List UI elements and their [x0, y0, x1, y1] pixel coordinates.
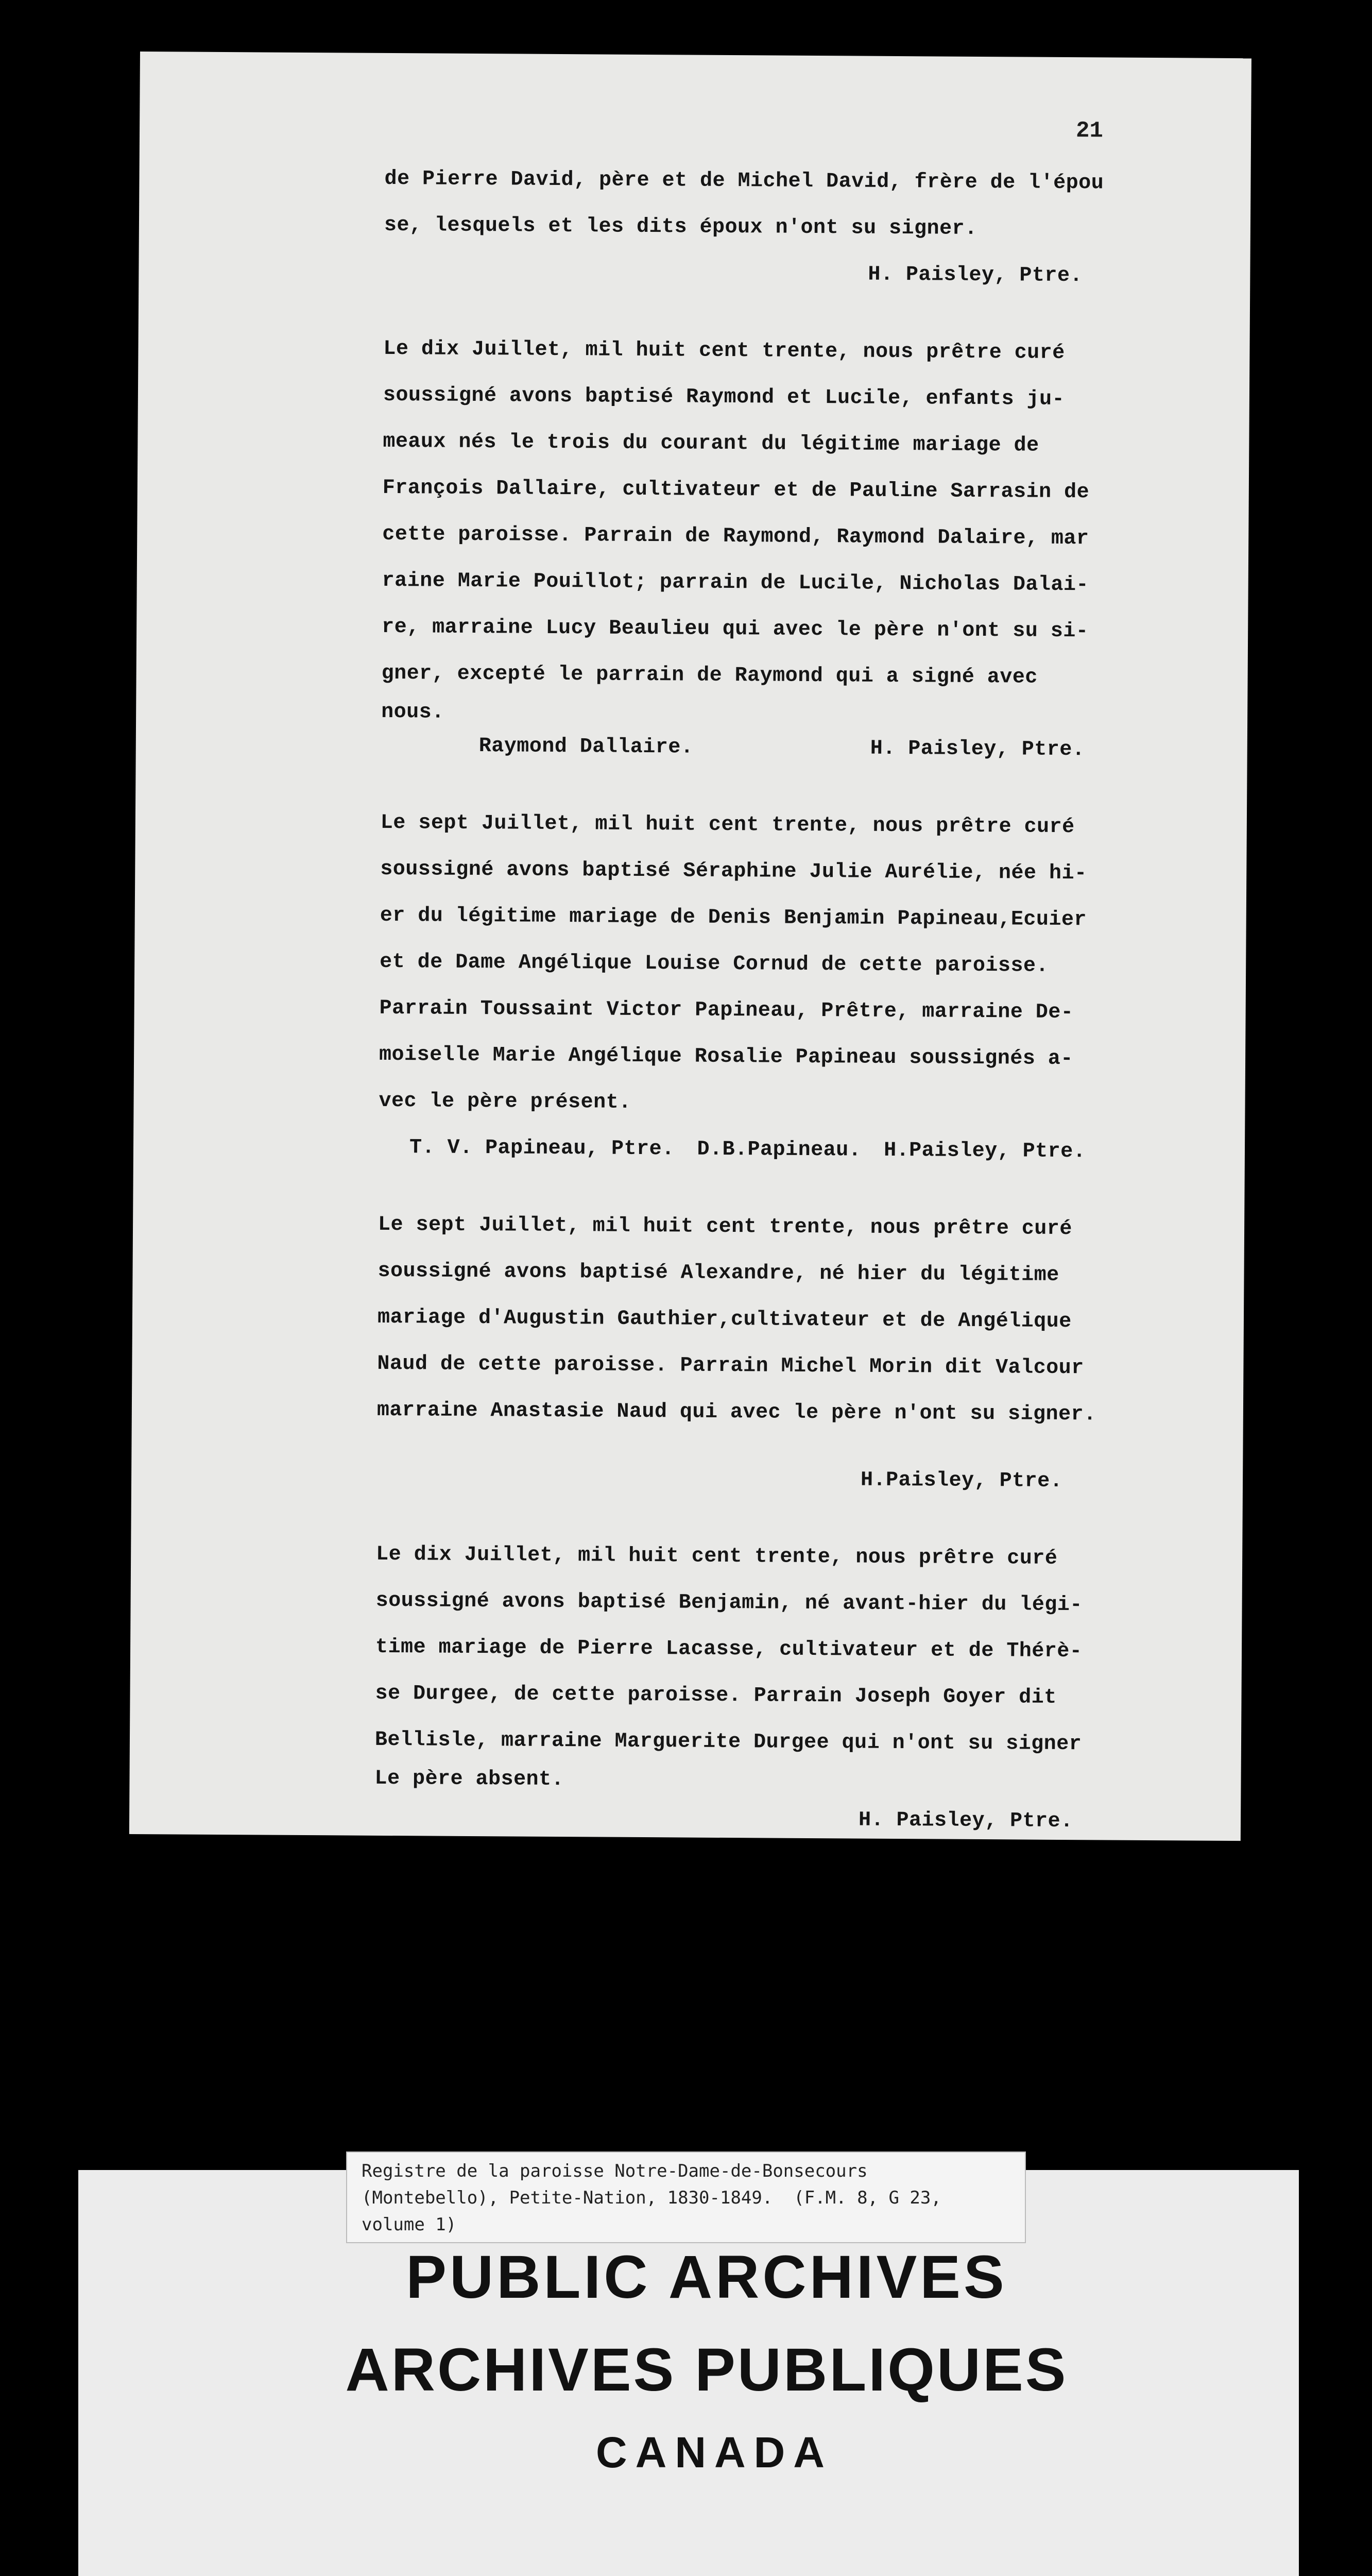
signature: Raymond Dallaire.: [478, 735, 694, 759]
register-page: [129, 52, 1251, 1841]
public-archives-title: PUBLIC ARCHIVES: [406, 2243, 1007, 2311]
signature: H. Paisley, Ptre.: [858, 1808, 1073, 1834]
text-line: de Pierre David, père et de Michel David, frère de l'épou: [384, 167, 1104, 195]
entry-benjamin: [374, 1532, 1195, 1846]
text-line: soussigné avons baptisé Raymond et Lucile, enfants ju-: [383, 383, 1065, 411]
text-line: Naud de cette paroisse. Parrain Michel Morin dit Valcour: [377, 1352, 1084, 1380]
text-line: re, marraine Lucy Beaulieu qui avec le père n'ont su si-: [382, 615, 1089, 643]
text-line: Le sept Juillet, mil huit cent trente, nous prêtre curé: [378, 1213, 1072, 1241]
entry-continuation: [384, 156, 1204, 300]
archives-label-card: [78, 2161, 1299, 2576]
text-line: nous.: [381, 700, 444, 724]
canada-title: CANADA: [596, 2428, 833, 2477]
text-line: se, lesquels et les dits époux n'ont su signer.: [384, 213, 977, 241]
text-line: marraine Anastasie Naud qui avec le père n'ont su signer.: [376, 1398, 1096, 1427]
archives-publiques-title: ARCHIVES PUBLIQUES: [345, 2336, 1068, 2404]
entry-seraphine: [379, 800, 1199, 1176]
page-number: 21: [1075, 118, 1104, 144]
entry-raymond-lucile: [381, 326, 1203, 774]
text-line: vec le père présent.: [379, 1089, 631, 1114]
reference-slip: [346, 2151, 1026, 2243]
slip-line: Registre de la paroisse Notre-Dame-de-Bonsecours: [362, 2161, 868, 2181]
text-line: Bellisle, marraine Marguerite Durgee qui n'ont su signer: [374, 1728, 1082, 1756]
register-text: [374, 156, 1204, 1846]
text-line: mariage d'Augustin Gauthier,cultivateur et de Angélique: [377, 1306, 1072, 1334]
signature: D.B.Papineau.: [697, 1138, 862, 1162]
text-line: Parrain Toussaint Victor Papineau, Prêtre, marraine De-: [379, 996, 1074, 1025]
text-line: Le dix Juillet, mil huit cent trente, nous prêtre curé: [383, 337, 1065, 365]
text-line: er du légitime mariage de Denis Benjamin Papineau,Ecuier: [380, 904, 1087, 932]
text-line: François Dallaire, cultivateur et de Pauline Sarrasin de: [382, 476, 1090, 504]
signature-row: [379, 1125, 1198, 1176]
slip-line: (Montebello), Petite-Nation, 1830-1849. (F.M. 8, G 23,: [362, 2188, 941, 2208]
text-line: cette paroisse. Parrain de Raymond, Raymond Dalaire, mar: [382, 522, 1089, 551]
signature: T. V. Papineau, Ptre.: [409, 1136, 675, 1161]
text-line: time mariage de Pierre Lacasse, cultivateur et de Thérè-: [375, 1635, 1083, 1664]
entry-alexandre: [376, 1202, 1197, 1506]
text-line: meaux nés le trois du courant du légitime mariage de: [383, 430, 1039, 457]
text-line: Le père absent.: [374, 1767, 564, 1792]
signature: H. Paisley, Ptre.: [868, 263, 1083, 288]
text-line: soussigné avons baptisé Benjamin, né avant-hier du légi-: [375, 1589, 1083, 1617]
signature: H.Paisley, Ptre.: [884, 1139, 1086, 1164]
text-line: gner, excepté le parrain de Raymond qui a signé avec: [381, 662, 1038, 689]
text-line: se Durgee, de cette paroisse. Parrain Joseph Goyer dit: [375, 1682, 1057, 1709]
text-line: soussigné avons baptisé Alexandre, né hier du légitime: [378, 1259, 1059, 1287]
text-line: et de Dame Angélique Louise Cornud de cette paroisse.: [380, 950, 1049, 978]
slip-line: volume 1): [362, 2214, 457, 2235]
text-line: moiselle Marie Angélique Rosalie Papineau soussignés a-: [379, 1043, 1073, 1071]
text-line: soussigné avons baptisé Séraphine Julie Aurélie, née hi-: [380, 857, 1087, 886]
text-line: Le sept Juillet, mil huit cent trente, nous prêtre curé: [380, 811, 1075, 839]
signature-row: [381, 723, 1200, 774]
text-line: raine Marie Pouillot; parrain de Lucile, Nicholas Dalai-: [382, 569, 1089, 597]
signature: H. Paisley, Ptre.: [870, 737, 1085, 762]
signature: H.Paisley, Ptre.: [860, 1468, 1063, 1493]
text-line: Le dix Juillet, mil huit cent trente, nous prêtre curé: [376, 1543, 1058, 1570]
